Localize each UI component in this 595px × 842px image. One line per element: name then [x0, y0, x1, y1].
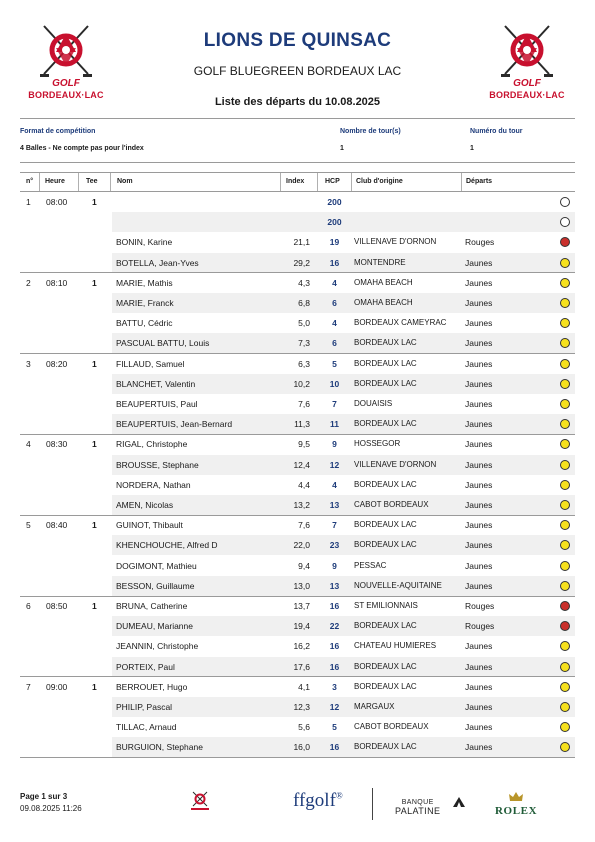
- player-departs-cell: Jaunes: [465, 399, 493, 409]
- player-departs-cell: Jaunes: [465, 298, 493, 308]
- player-club-cell: OMAHA BEACH: [354, 298, 413, 307]
- player-hcp-cell: 16: [329, 641, 340, 652]
- player-name-cell: BERROUET, Hugo: [116, 681, 188, 692]
- column-header-time: Heure: [45, 178, 65, 185]
- player-index-cell: 6,8: [298, 298, 310, 308]
- player-hcp-cell: 11: [330, 419, 339, 430]
- logo-bordeaux-lac-text: BORDEAUX·LAC: [28, 90, 104, 100]
- tee-color-dot-icon: [560, 662, 570, 672]
- tee-color-dot-icon: [560, 237, 570, 247]
- player-index-cell: 4,4: [298, 479, 310, 490]
- player-hcp-cell: 13: [329, 500, 340, 510]
- player-index-cell: 17,6: [293, 661, 310, 672]
- player-name-cell: NORDERA, Nathan: [116, 479, 191, 490]
- column-header-index: Index: [286, 178, 305, 185]
- player-hcp-cell: 10: [329, 378, 340, 389]
- tee-cell: 1: [92, 681, 97, 692]
- tee-color-dot-icon: [560, 682, 570, 692]
- start-time-cell: 08:00: [46, 197, 68, 207]
- player-club-cell: BORDEAUX LAC: [354, 358, 417, 368]
- player-departs-cell: Jaunes: [465, 459, 493, 470]
- player-index-cell: 10,2: [293, 378, 310, 389]
- start-time-cell: 08:30: [46, 439, 68, 450]
- tee-color-dot-icon: [560, 439, 570, 449]
- ffgolf-logo: [293, 790, 343, 812]
- player-index-cell: 21,1: [293, 237, 310, 248]
- player-club-cell: CHATEAU HUMIERES: [354, 641, 437, 651]
- player-hcp-cell: 3: [332, 681, 337, 692]
- format-value: 4 Balles - Ne compte pas pour l'index: [20, 145, 144, 152]
- player-hcp-cell: 12: [329, 459, 340, 470]
- player-name-cell: FILLAUD, Samuel: [116, 358, 185, 369]
- player-hcp-cell: 7: [332, 399, 337, 409]
- player-name-cell: BATTU, Cédric: [116, 318, 173, 329]
- player-club-cell: BORDEAUX LAC: [354, 661, 417, 671]
- player-name-cell: KHENCHOUCHE, Alfred D: [116, 540, 218, 551]
- competition-title: LIONS DE QUINSAC: [203, 30, 392, 51]
- divider: [20, 118, 575, 119]
- player-club-cell: MARGAUX: [354, 702, 395, 711]
- player-departs-cell: Jaunes: [465, 540, 493, 551]
- tee-cell: 1: [92, 358, 97, 369]
- player-club-cell: BORDEAUX LAC: [354, 378, 417, 388]
- column-separator: [110, 173, 111, 191]
- player-name-cell: TILLAC, Arnaud: [116, 722, 177, 733]
- player-departs-cell: Jaunes: [465, 520, 493, 531]
- player-departs-cell: Jaunes: [465, 318, 493, 329]
- round-number-label: Numéro du tour: [470, 128, 523, 135]
- player-hcp-cell: 16: [329, 661, 340, 672]
- player-club-cell: BORDEAUX LAC: [354, 742, 417, 752]
- column-separator: [280, 173, 281, 191]
- player-departs-cell: Jaunes: [465, 702, 493, 712]
- player-club-cell: PESSAC: [354, 560, 387, 570]
- player-departs-cell: Jaunes: [465, 580, 493, 591]
- golf-bordeaux-lac-small-logo: [188, 790, 212, 814]
- column-header-num: n°: [26, 178, 34, 185]
- player-departs-cell: Jaunes: [465, 439, 493, 450]
- column-separator: [461, 173, 462, 191]
- tee-color-dot-icon: [560, 722, 570, 732]
- player-hcp-cell: 23: [329, 540, 340, 551]
- player-club-cell: BORDEAUX LAC: [354, 520, 417, 530]
- player-index-cell: 16,0: [293, 742, 310, 753]
- player-hcp-cell: 5: [332, 722, 337, 733]
- player-index-cell: 4,3: [298, 277, 310, 288]
- rolex-logo: ROLEX: [495, 805, 538, 817]
- column-header-departs: Départs: [466, 178, 493, 185]
- player-departs-cell: Jaunes: [465, 338, 493, 349]
- player-hcp-cell: 6: [332, 298, 337, 308]
- column-header-hcp: HCP: [325, 178, 340, 185]
- player-index-cell: 11,3: [294, 419, 310, 430]
- tee-color-dot-icon: [560, 480, 570, 490]
- start-number-cell: 5: [26, 520, 31, 531]
- tee-color-dot-icon: [560, 278, 570, 288]
- start-number-cell: 6: [26, 601, 31, 611]
- player-club-cell: BORDEAUX CAMEYRAC: [354, 318, 447, 328]
- player-hcp-cell: 200: [327, 197, 342, 207]
- player-name-cell: BLANCHET, Valentin: [116, 378, 196, 389]
- player-club-cell: VILLENAVE D'ORNON: [354, 459, 437, 469]
- player-hcp-cell: 22: [329, 621, 340, 632]
- player-index-cell: 7,6: [298, 399, 310, 409]
- tee-color-dot-icon: [560, 460, 570, 470]
- start-number-cell: 1: [26, 197, 31, 207]
- player-hcp-cell: 9: [332, 439, 337, 450]
- player-index-cell: 16,2: [293, 641, 310, 652]
- sponsor-divider: [372, 788, 373, 820]
- palatine-line2: PALATINE: [395, 806, 441, 816]
- player-name-cell: JEANNIN, Christophe: [116, 641, 199, 652]
- player-departs-cell: Jaunes: [465, 358, 493, 369]
- tee-cell: 1: [92, 277, 97, 288]
- player-club-cell: OMAHA BEACH: [354, 277, 413, 287]
- player-club-cell: DOUAISIS: [354, 399, 393, 408]
- player-hcp-cell: 16: [329, 257, 340, 268]
- column-separator: [351, 173, 352, 191]
- print-date: 09.08.2025 11:26: [20, 804, 82, 813]
- start-number-cell: 2: [26, 277, 31, 288]
- player-index-cell: 12,3: [293, 702, 310, 712]
- player-departs-cell: Rouges: [465, 601, 495, 611]
- tee-color-dot-icon: [560, 702, 570, 712]
- player-name-cell: BEAUPERTUIS, Paul: [116, 399, 198, 409]
- player-departs-cell: Jaunes: [465, 500, 493, 510]
- start-time-cell: 08:50: [46, 601, 68, 611]
- player-name-cell: PORTEIX, Paul: [116, 661, 175, 672]
- player-index-cell: [281, 192, 310, 212]
- tee-cell: 1: [92, 520, 97, 531]
- tee-color-dot-icon: [560, 601, 570, 611]
- rounds-label: Nombre de tour(s): [340, 128, 401, 135]
- player-departs-cell: Jaunes: [465, 742, 493, 753]
- player-index-cell: 29,2: [293, 257, 310, 268]
- player-departs-cell: Jaunes: [465, 479, 493, 490]
- venue-subtitle: GOLF BLUEGREEN BORDEAUX LAC: [193, 64, 402, 78]
- player-index-cell: 7,3: [298, 338, 310, 349]
- tee-color-dot-icon: [560, 520, 570, 530]
- player-name-cell: RIGAL, Christophe: [116, 439, 188, 450]
- player-index-cell: 9,5: [298, 439, 310, 450]
- player-name-cell: BURGUION, Stephane: [116, 742, 203, 753]
- player-index-cell: 13,0: [293, 580, 310, 591]
- player-hcp-cell: 7: [332, 520, 337, 531]
- player-departs-cell: Rouges: [465, 621, 495, 632]
- start-time-cell: 08:40: [46, 520, 68, 531]
- player-index-cell: 13,2: [293, 500, 310, 510]
- player-index-cell: 5,0: [298, 318, 310, 329]
- column-header-name: Nom: [117, 178, 133, 185]
- column-header-tee: Tee: [86, 178, 98, 185]
- player-name-cell: PHILIP, Pascal: [116, 702, 173, 712]
- tee-color-dot-icon: [560, 581, 570, 591]
- registered-mark: ®: [335, 790, 343, 801]
- player-club-cell: MONTENDRE: [354, 257, 406, 267]
- tee-color-dot-icon: [560, 399, 570, 409]
- player-departs-cell: Jaunes: [465, 661, 493, 672]
- player-departs-cell: Jaunes: [465, 560, 493, 571]
- player-club-cell: BORDEAUX LAC: [354, 540, 417, 550]
- player-name-cell: BONIN, Karine: [116, 237, 173, 248]
- logo-golf-text: GOLF: [513, 78, 541, 89]
- page-indicator: Page 1 sur 3: [20, 792, 68, 801]
- tee-cell: 1: [92, 439, 97, 450]
- round-number-value: 1: [470, 145, 474, 152]
- player-hcp-cell: 6: [332, 338, 337, 349]
- tee-color-dot-icon: [560, 561, 570, 571]
- player-club-cell: CABOT BORDEAUX: [354, 722, 429, 732]
- player-index-cell: 4,1: [298, 681, 310, 692]
- player-hcp-cell: 4: [332, 277, 337, 288]
- player-name-cell: DOGIMONT, Mathieu: [116, 560, 197, 571]
- tee-color-dot-icon: [560, 318, 570, 328]
- ffgolf-wordmark: ffgolf: [293, 790, 336, 811]
- tee-cell: 1: [92, 601, 97, 611]
- player-club-cell: CABOT BORDEAUX: [354, 500, 429, 509]
- tee-color-dot-icon: [560, 379, 570, 389]
- start-time-cell: 08:20: [46, 358, 68, 369]
- logo-bordeaux-lac-text: BORDEAUX·LAC: [489, 90, 565, 100]
- player-name-cell: MARIE, Mathis: [116, 277, 173, 288]
- player-index-cell: 19,4: [293, 621, 310, 632]
- player-name-cell: BOTELLA, Jean-Yves: [116, 257, 199, 268]
- player-index-cell: 12,4: [293, 459, 310, 470]
- start-time-cell: 09:00: [46, 681, 68, 692]
- player-index-cell: 22,0: [293, 540, 310, 551]
- player-departs-cell: Jaunes: [465, 378, 493, 389]
- player-club-cell: NOUVELLE-AQUITAINE: [354, 580, 442, 590]
- tee-color-dot-icon: [560, 641, 570, 651]
- tee-color-dot-icon: [560, 298, 570, 308]
- start-number-cell: 3: [26, 358, 31, 369]
- player-index-cell: 9,4: [298, 560, 310, 571]
- palatine-emblem-icon: [452, 796, 466, 808]
- player-club-cell: ST EMILIONNAIS: [354, 601, 418, 610]
- player-hcp-cell: 4: [332, 318, 337, 329]
- player-name-cell: DUMEAU, Marianne: [116, 621, 193, 632]
- player-hcp-cell: 19: [329, 237, 340, 248]
- column-separator: [39, 173, 40, 191]
- player-club-cell: BORDEAUX LAC: [354, 419, 417, 429]
- player-departs-cell: Jaunes: [465, 722, 493, 733]
- player-club-cell: HOSSEGOR: [354, 439, 401, 449]
- player-departs-cell: Jaunes: [465, 257, 493, 268]
- player-index-cell: 7,6: [298, 520, 310, 531]
- player-index-cell: 5,6: [298, 722, 310, 733]
- tee-cell: 1: [92, 197, 97, 207]
- start-time-cell: 08:10: [46, 277, 68, 288]
- tee-color-dot-icon: [560, 500, 570, 510]
- player-name-cell: PASCUAL BATTU, Louis: [116, 338, 210, 349]
- player-departs-cell: Rouges: [465, 237, 495, 248]
- player-departs-cell: Jaunes: [465, 641, 493, 652]
- format-label: Format de compétition: [20, 128, 96, 135]
- player-club-cell: VILLENAVE D'ORNON: [354, 237, 437, 247]
- start-list-title: Liste des départs du 10.08.2025: [214, 96, 381, 108]
- column-header-club: Club d'origine: [356, 178, 403, 185]
- start-number-cell: 4: [26, 439, 31, 450]
- player-departs-cell: Jaunes: [465, 419, 493, 430]
- player-name-cell: BROUSSE, Stephane: [116, 459, 199, 470]
- rounds-value: 1: [340, 145, 344, 152]
- start-number-cell: 7: [26, 681, 31, 692]
- tee-color-dot-icon: [560, 258, 570, 268]
- player-name-cell: BEAUPERTUIS, Jean-Bernard: [116, 419, 233, 430]
- divider: [20, 162, 575, 163]
- player-club-cell: BORDEAUX LAC: [354, 479, 417, 489]
- player-index-cell: 6,3: [298, 358, 310, 369]
- player-departs-cell: Jaunes: [465, 681, 493, 692]
- player-index-cell: 13,7: [293, 601, 310, 611]
- player-hcp-cell: 12: [329, 702, 340, 712]
- player-index-cell: [281, 212, 310, 232]
- player-name-cell: BESSON, Guillaume: [116, 580, 195, 591]
- player-hcp-cell: 4: [332, 479, 337, 490]
- rolex-crown-icon: [508, 791, 524, 803]
- player-name-cell: MARIE, Franck: [116, 298, 174, 308]
- column-separator: [78, 173, 79, 191]
- player-club-cell: BORDEAUX LAC: [354, 681, 417, 691]
- player-hcp-cell: 5: [332, 358, 337, 369]
- player-name-cell: BRUNA, Catherine: [116, 601, 188, 611]
- player-hcp-cell: 13: [329, 580, 340, 591]
- tee-color-dot-icon: [560, 197, 570, 207]
- logo-golf-text: GOLF: [52, 78, 80, 89]
- group-divider: [20, 757, 575, 758]
- player-departs-cell: Jaunes: [465, 277, 493, 288]
- column-separator: [317, 173, 318, 191]
- palatine-line1: BANQUE: [401, 799, 434, 806]
- player-hcp-cell: 16: [329, 742, 340, 753]
- player-name-cell: AMEN, Nicolas: [116, 500, 174, 510]
- player-hcp-cell: 9: [332, 560, 337, 571]
- table-header: [20, 172, 575, 192]
- player-club-cell: BORDEAUX LAC: [354, 338, 417, 348]
- player-hcp-cell: 200: [327, 217, 342, 228]
- player-club-cell: BORDEAUX LAC: [354, 621, 417, 631]
- banque-palatine-logo: [395, 798, 440, 816]
- player-name-cell: GUINOT, Thibault: [116, 520, 183, 531]
- tee-color-dot-icon: [560, 359, 570, 369]
- player-hcp-cell: 16: [329, 601, 340, 611]
